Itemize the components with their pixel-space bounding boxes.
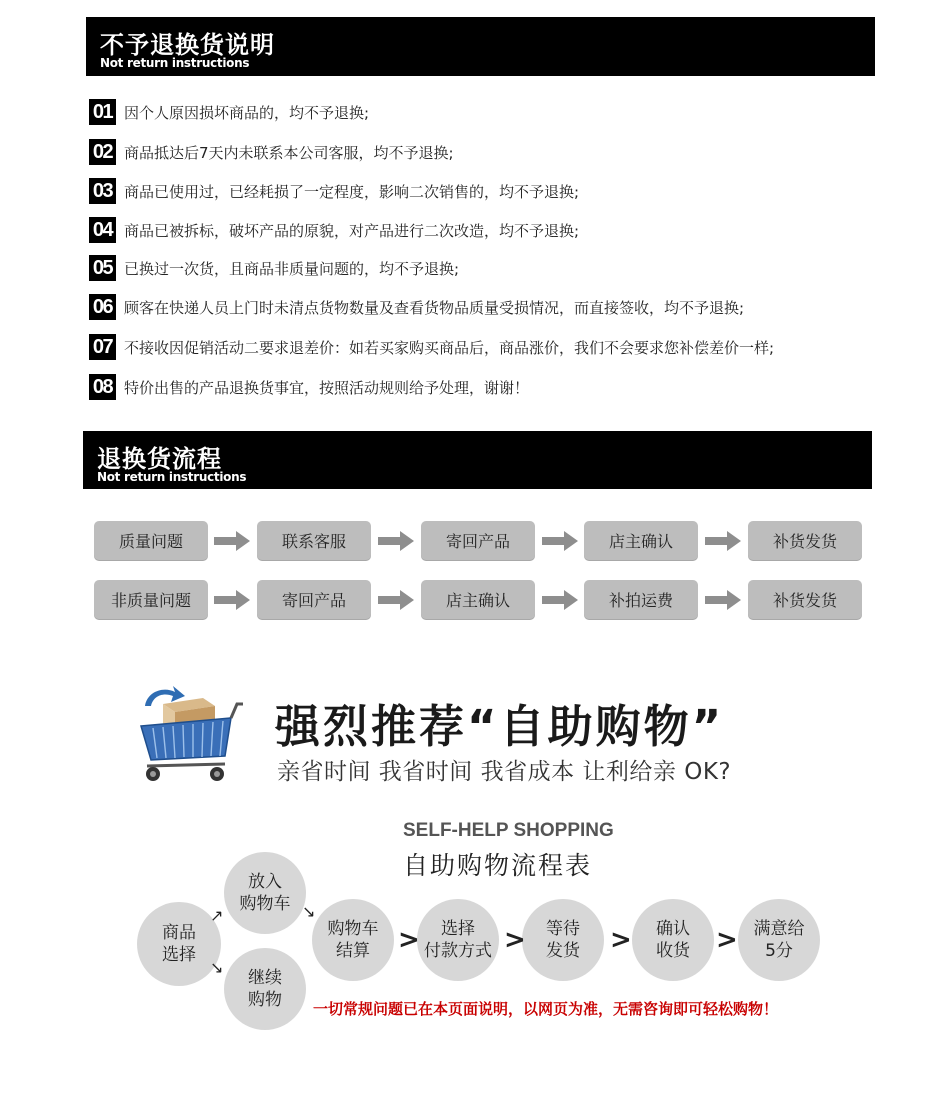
rule-text: 特价出售的产品退换货事宜，按照活动规则给予处理，谢谢！: [124, 378, 530, 397]
rule-number: 07: [89, 334, 116, 360]
shopping-cart-icon: [133, 684, 243, 784]
recommend-subtitle: 亲省时间 我省时间 我省成本 让利给亲 OK?: [277, 759, 732, 785]
chevron-right-icon: >: [610, 925, 632, 955]
flow-step: 店主确认: [584, 521, 698, 560]
arrow-right-icon: [214, 590, 250, 610]
arrow-right-icon: [705, 590, 741, 610]
rule-text: 商品已使用过，已经耗损了一定程度，影响二次销售的，均不予退换;: [124, 182, 580, 201]
rule-item: [89, 177, 579, 205]
arrow-up-right-icon: ↗: [210, 906, 224, 925]
rule-text: 已换过一次货，且商品非质量问题的，均不予退换;: [124, 259, 460, 278]
node-add-to-cart: 放入 购物车: [224, 852, 306, 934]
flow-step: 质量问题: [94, 521, 208, 560]
flow-step: 寄回产品: [257, 580, 371, 619]
chevron-right-icon: >: [716, 925, 738, 955]
section-header-no-return: [86, 17, 875, 76]
recommend-title: 强烈推荐“自助购物”: [275, 700, 725, 753]
chevron-right-icon: >: [398, 925, 420, 955]
rule-item: [89, 216, 579, 244]
rule-text: 商品抵达后7天内未联系本公司客服，均不予退换;: [124, 143, 454, 162]
self-help-title: 自助购物流程表: [403, 851, 593, 880]
rule-item: [89, 98, 369, 126]
node-checkout: 购物车 结算: [312, 899, 394, 981]
node-rate-5: 满意给 5分: [738, 899, 820, 981]
node-wait-shipping: 等待 发货: [522, 899, 604, 981]
rule-number: 02: [89, 139, 116, 165]
rule-item: [89, 333, 774, 361]
rule-item: [89, 293, 744, 321]
flow-step: 店主确认: [421, 580, 535, 619]
node-select-product: 商品 选择: [137, 902, 221, 986]
section-subtitle: Not return instructions: [97, 470, 247, 484]
node-payment-method: 选择 付款方式: [417, 899, 499, 981]
rule-item: [89, 373, 529, 401]
section-title: 不予退换货说明: [100, 31, 275, 59]
rule-text: 因个人原因损坏商品的，均不予退换;: [124, 103, 370, 122]
chevron-right-icon: >: [504, 925, 526, 955]
arrow-down-right-icon: ↘: [210, 958, 224, 977]
section-title: 退换货流程: [97, 445, 222, 473]
arrow-right-icon: [542, 590, 578, 610]
flow-step: 非质量问题: [94, 580, 208, 619]
section-subtitle: Not return instructions: [100, 56, 250, 70]
self-help-title-en: SELF-HELP SHOPPING: [403, 820, 614, 841]
arrow-right-icon: [378, 531, 414, 551]
flow-step: 寄回产品: [421, 521, 535, 560]
flow-step: 补货发货: [748, 580, 862, 619]
rule-number: 01: [89, 99, 116, 125]
arrow-right-icon: [705, 531, 741, 551]
rule-text: 顾客在快递人员上门时未清点货物数量及查看货物品质量受损情况，而直接签收，均不予退换;: [124, 298, 745, 317]
rule-number: 08: [89, 374, 116, 400]
rule-number: 03: [89, 178, 116, 204]
arrow-down-right-icon: ↘: [302, 902, 316, 921]
notice-text: 一切常规问题已在本页面说明，以网页为准，无需咨询即可轻松购物！: [313, 1000, 779, 1018]
rule-item: [89, 138, 454, 166]
arrow-right-icon: [378, 590, 414, 610]
rule-text: 不接收因促销活动二要求退差价：如若买家购买商品后，商品涨价，我们不会要求您补偿差价一样;: [124, 338, 775, 357]
flow-step: 补货发货: [748, 521, 862, 560]
rule-text: 商品已被拆标，破坏产品的原貌，对产品进行二次改造，均不予退换;: [124, 221, 580, 240]
rule-number: 04: [89, 217, 116, 243]
node-continue-shopping: 继续 购物: [224, 948, 306, 1030]
arrow-right-icon: [214, 531, 250, 551]
flow-step: 补拍运费: [584, 580, 698, 619]
arrow-right-icon: [542, 531, 578, 551]
section-header-return-process: [83, 431, 872, 489]
rule-number: 06: [89, 294, 116, 320]
rule-number: 05: [89, 255, 116, 281]
node-confirm-receipt: 确认 收货: [632, 899, 714, 981]
rule-item: [89, 254, 459, 282]
flow-step: 联系客服: [257, 521, 371, 560]
